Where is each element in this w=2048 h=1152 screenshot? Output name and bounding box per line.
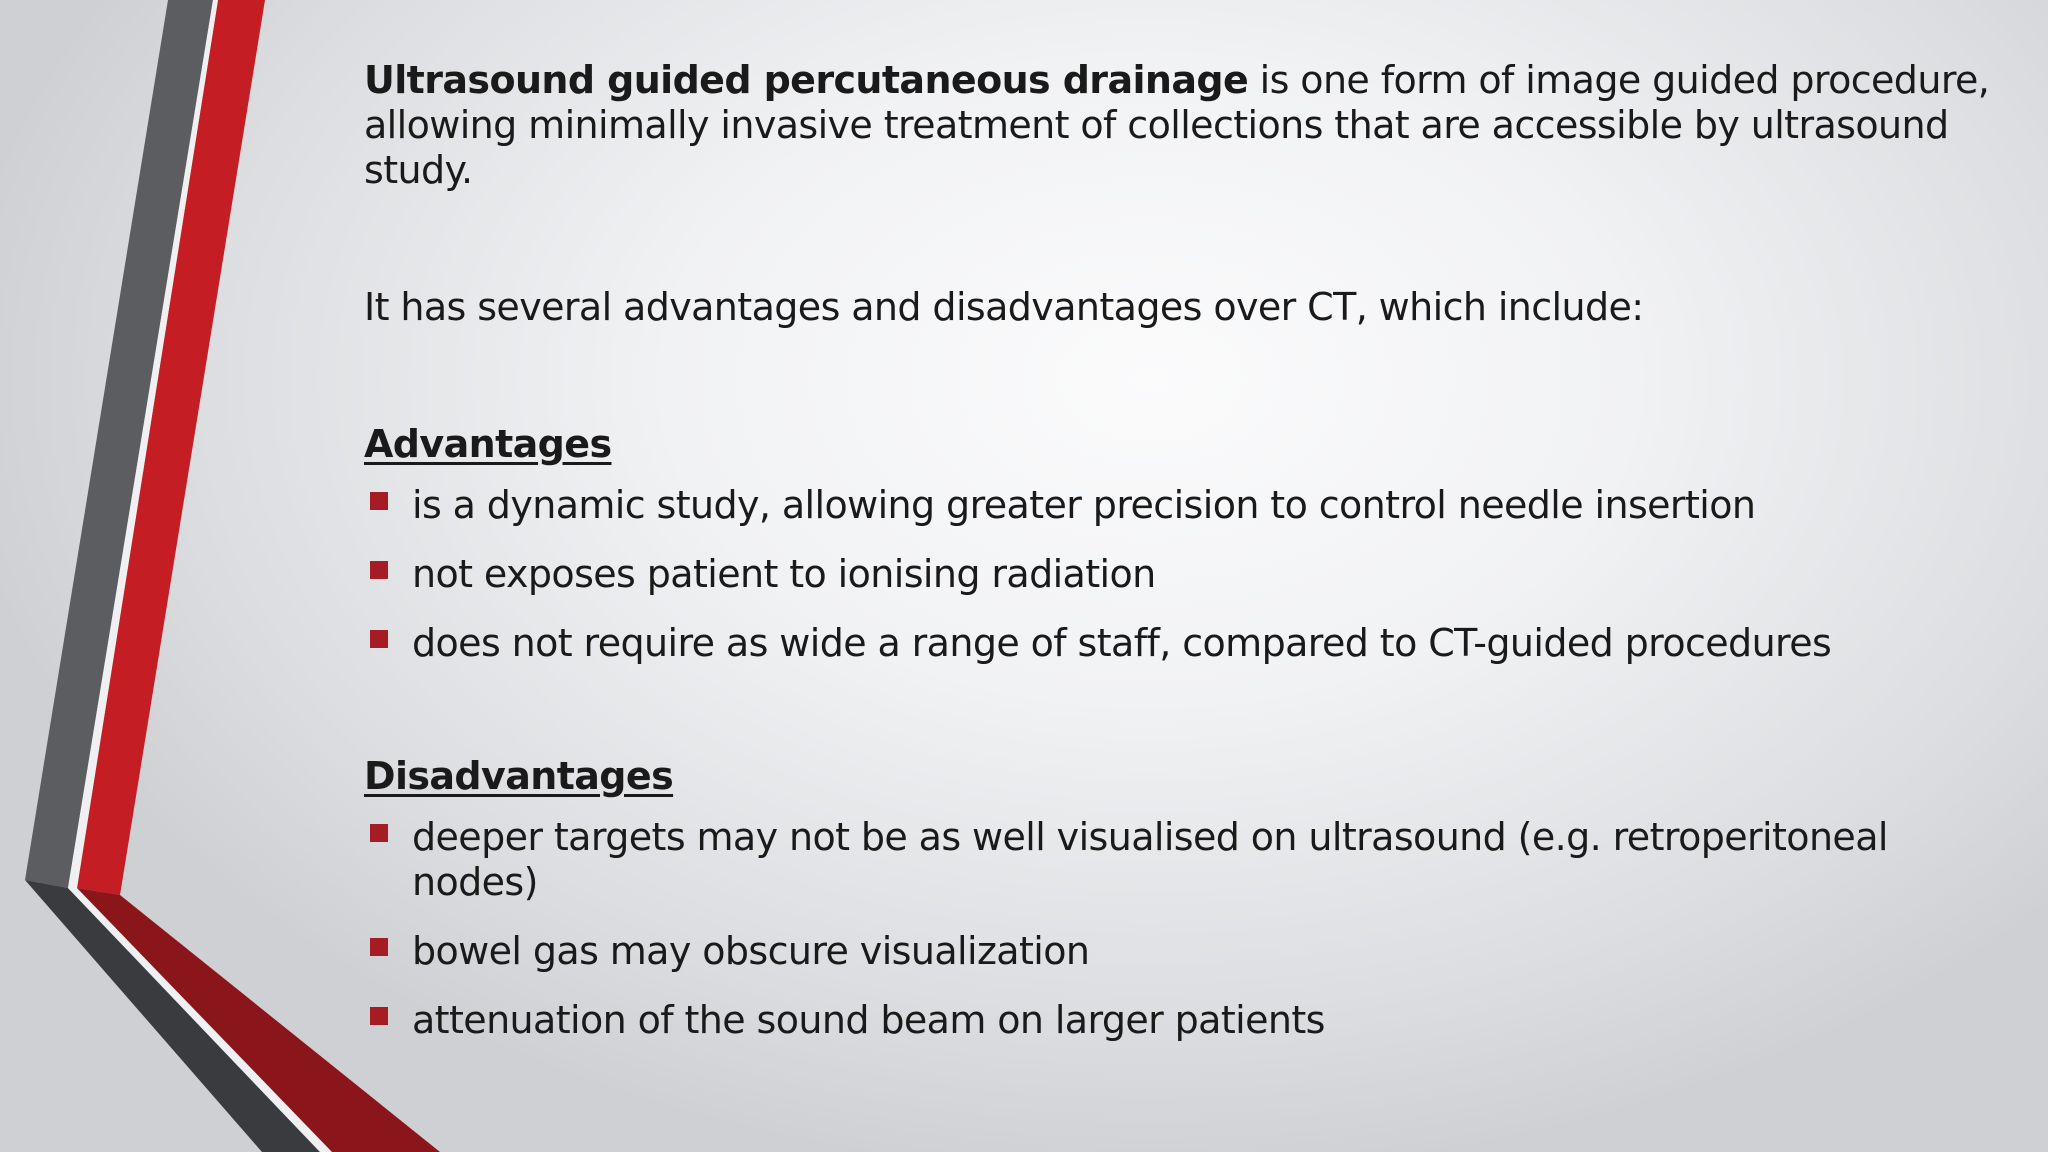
stripe-gap-highlight-lower <box>68 888 332 1152</box>
list-item <box>364 621 2024 666</box>
list-item-text: attenuation of the sound beam on larger patients <box>412 998 1325 1042</box>
advantages-heading: Advantages <box>364 422 612 466</box>
list-item <box>364 998 2024 1043</box>
intro-paragraph <box>364 58 2024 193</box>
intro-rest: is one form of image guided procedure, allowing minimally invasive treatment of collections that are accessible by ultrasound study. <box>364 58 1990 192</box>
advantages-list <box>364 483 2024 666</box>
stripe-gap-highlight <box>68 0 218 888</box>
square-bullet-icon <box>370 561 388 579</box>
list-item-text: bowel gas may obscure visualization <box>412 929 1090 973</box>
gray-stripe-lower <box>25 880 320 1152</box>
lead-sentence: It has several advantages and disadvantages over CT, which include: <box>364 285 1644 329</box>
list-item-text: not exposes patient to ionising radiation <box>412 552 1156 596</box>
square-bullet-icon <box>370 630 388 648</box>
list-item <box>364 929 2024 974</box>
square-bullet-icon <box>370 824 388 842</box>
disadvantages-heading: Disadvantages <box>364 754 674 798</box>
square-bullet-icon <box>370 1007 388 1025</box>
disadvantages-list <box>364 815 2024 1043</box>
list-item <box>364 815 2024 905</box>
list-item <box>364 552 2024 597</box>
list-item-text: deeper targets may not be as well visualised on ultrasound (e.g. retroperitoneal nodes) <box>412 815 1888 904</box>
list-item <box>364 483 2024 528</box>
list-item-text: does not require as wide a range of staff, compared to CT-guided procedures <box>412 621 1832 665</box>
square-bullet-icon <box>370 492 388 510</box>
square-bullet-icon <box>370 938 388 956</box>
intro-bold-phrase: Ultrasound guided percutaneous drainage <box>364 58 1249 102</box>
list-item-text: is a dynamic study, allowing greater precision to control needle insertion <box>412 483 1756 527</box>
slide-content <box>364 58 2024 1043</box>
